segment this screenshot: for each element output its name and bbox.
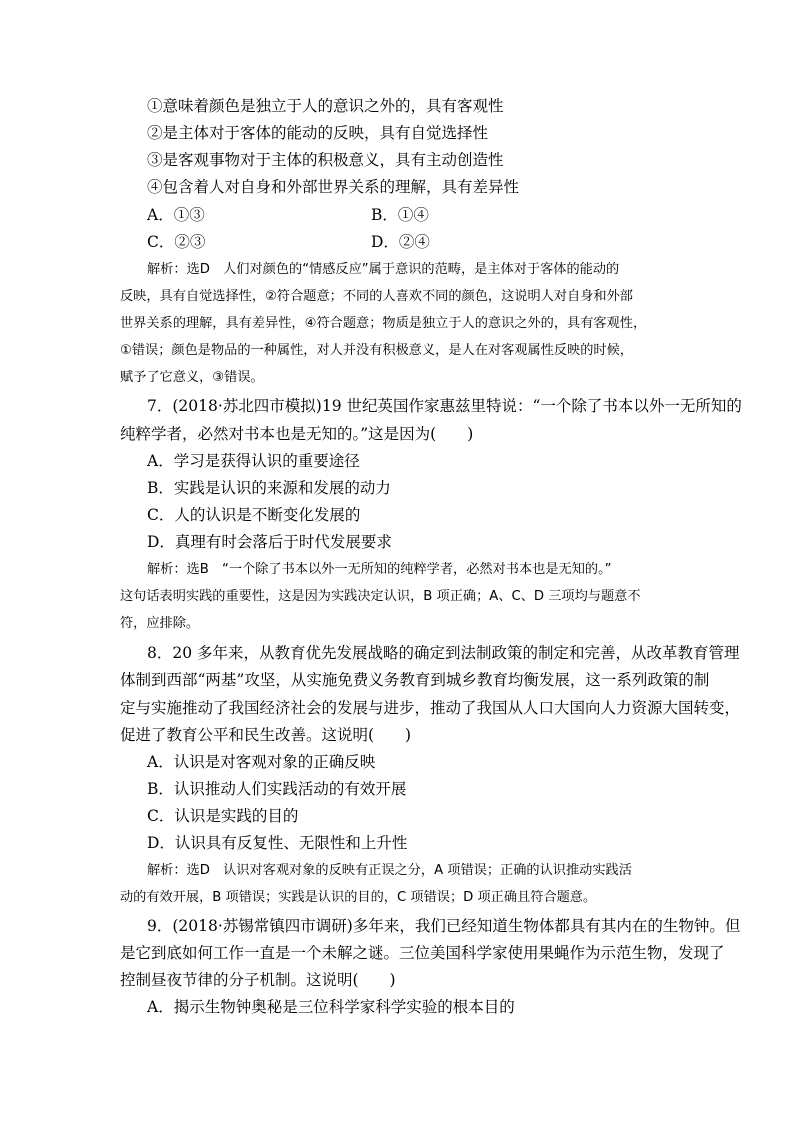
q7-stem-line-1: 7．(2018·苏北四市模拟)19 世纪英国作家惠兹里特说：“一个除了书本以外一无所知的 xyxy=(147,397,742,415)
q7-explanation-line-2: 这句话表明实践的重要性，这是因为实践决定认识，B 项正确；A、C、D 三项均与题意不 xyxy=(120,589,641,604)
q6-explanation-line-5: 赋予了它意义，③错误。 xyxy=(120,370,264,385)
q6-statement-4: ④包含着人对自身和外部世界关系的理解，具有差异性 xyxy=(147,178,520,196)
q6-options-row-1 xyxy=(147,205,707,225)
q9-stem-line-3: 控制昼夜节律的分子机制。这说明( ) xyxy=(120,971,396,989)
q8-stem-line-1: 8．20 多年来，从教育优先发展战略的确定到法制政策的制定和完善，从改革教育管理 xyxy=(147,644,740,662)
q6-statement-2: ②是主体对于客体的能动的反映，具有自觉选择性 xyxy=(147,124,489,142)
q6-explanation-line-2: 反映，具有自觉选择性，②符合题意；不同的人喜欢不同的颜色，这说明人对自身和外部 xyxy=(120,289,633,304)
q8-explanation-line-2: 动的有效开展，B 项错误；实践是认识的目的，C 项错误；D 项正确且符合题意。 xyxy=(120,890,597,905)
q6-statement-3: ③是客观事物对于主体的积极意义，具有主动创造性 xyxy=(147,151,504,169)
q9-option-a: A．揭示生物钟奥秘是三位科学家科学实验的根本目的 xyxy=(147,998,515,1016)
q7-option-b: B．实践是认识的来源和发展的动力 xyxy=(147,479,391,497)
q7-option-c: C．人的认识是不断变化发展的 xyxy=(147,506,361,524)
q6-options-row-2 xyxy=(147,232,707,252)
q7-option-a: A．学习是获得认识的重要途径 xyxy=(147,452,360,470)
q6-option-a: A．①③ xyxy=(147,206,205,224)
q6-explanation-line-3: 世界关系的理解，具有差异性，④符合题意；物质是独立于人的意识之外的，具有客观性， xyxy=(120,316,647,331)
q8-option-a: A．认识是对客观对象的正确反映 xyxy=(147,753,376,771)
q8-option-b: B．认识推动人们实践活动的有效开展 xyxy=(147,780,407,798)
q9-stem-line-2: 是它到底如何工作一直是一个未解之谜。三位美国科学家使用果蝇作为示范生物，发现了 xyxy=(120,944,725,962)
q7-stem-line-2: 纯粹学者，必然对书本也是无知的。”这是因为( ) xyxy=(120,425,474,443)
q7-explanation-line-1: 解析：选B “一个除了书本以外一无所知的纯粹学者，必然对书本也是无知的。” xyxy=(147,562,612,577)
q8-option-d: D．认识具有反复性、无限性和上升性 xyxy=(147,834,408,852)
q7-option-d: D．真理有时会落后于时代发展要求 xyxy=(147,533,392,551)
q6-explanation-line-1: 解析：选D 人们对颜色的“情感反应”属于意识的范畴，是主体对于客体的能动的 xyxy=(147,262,620,277)
q6-option-b: B．①④ xyxy=(371,206,429,224)
q6-explanation-line-4: ①错误；颜色是物品的一种属性，对人并没有积极意义，是人在对客观属性反映的时候， xyxy=(120,343,633,358)
q6-option-c: C．②③ xyxy=(147,233,206,251)
q8-explanation-line-1: 解析：选D 认识对客观对象的反映有正误之分，A 项错误；正确的认识推动实践活 xyxy=(147,863,632,878)
q8-stem-line-2: 体制到西部“两基”攻坚，从实施免费义务教育到城乡教育均衡发展，这一系列政策的制 xyxy=(120,671,710,689)
q8-option-c: C．认识是实践的目的 xyxy=(147,807,299,825)
q7-explanation-line-3: 符，应排除。 xyxy=(120,616,200,631)
q8-stem-line-4: 促进了教育公平和民生改善。这说明( ) xyxy=(120,726,412,744)
q9-stem-line-1: 9．(2018·苏锡常镇四市调研)多年来，我们已经知道生物体都具有其内在的生物钟。但 xyxy=(147,917,741,935)
q6-option-d: D．②④ xyxy=(371,233,430,251)
q6-statement-1: ①意味着颜色是独立于人的意识之外的，具有客观性 xyxy=(147,97,504,115)
q8-stem-line-3: 定与实施推动了我国经济社会的发展与进步，推动了我国从人口大国向人力资源大国转变， xyxy=(120,699,741,717)
